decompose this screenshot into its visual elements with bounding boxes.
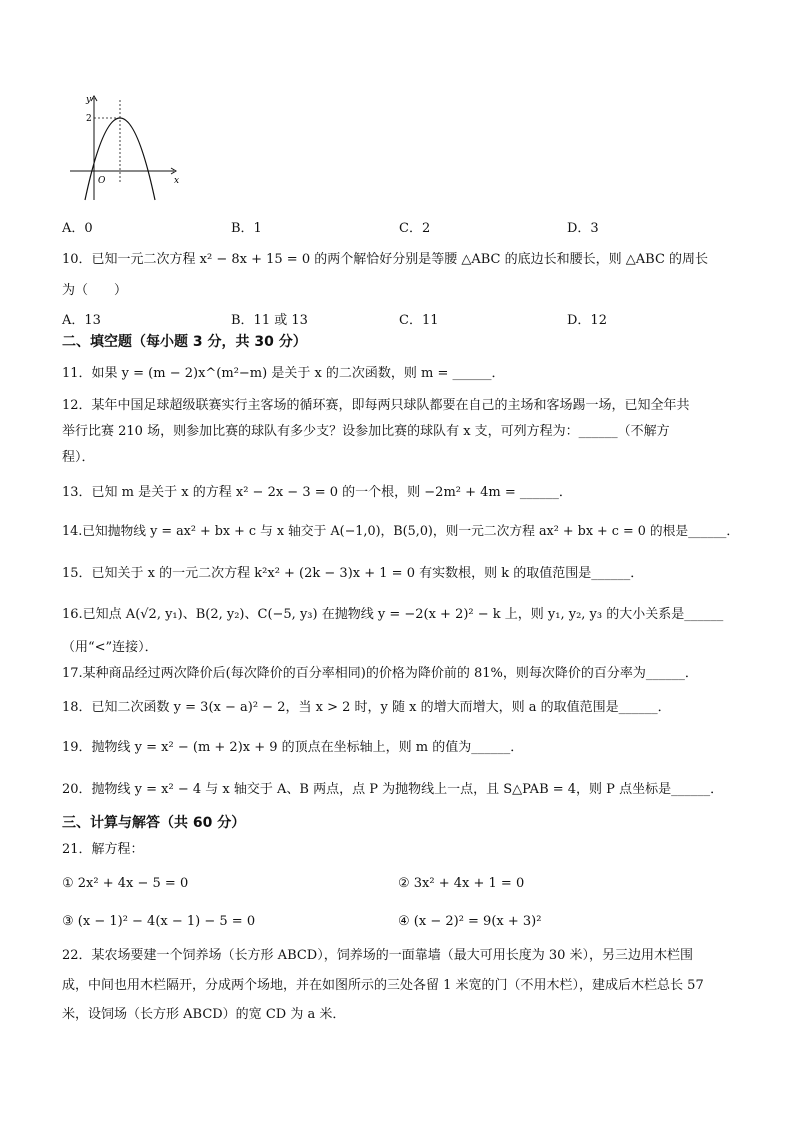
q21-equation-4: ④ (x − 2)² = 9(x + 3)² xyxy=(398,914,542,929)
parabola-figure xyxy=(62,88,192,203)
q14: 14.已知抛物线 y = ax² + bx + c 与 x 轴交于 A(−1,0)，B(5,0)，则一元二次方程 ax² + bx + c = 0 的根是______． xyxy=(62,524,740,539)
q18: 18．已知二次函数 y = 3(x − a)² − 2，当 x > 2 时，y 随 x 的增大而增大，则 a 的取值范围是______． xyxy=(62,700,671,715)
q15: 15．已知关于 x 的一元二次方程 k²x² + (2k − 3)x + 1 = 0 有实数根，则 k 的取值范围是______． xyxy=(62,566,644,581)
q10-option-a: A．13 xyxy=(62,313,101,328)
q12-line2: 举行比赛 210 场，则参加比赛的球队有多少支？设参加比赛的球队有 x 支，可列方程为：______（不解方 xyxy=(62,424,670,439)
q12-line1: 12．某年中国足球超级联赛实行主客场的循环赛，即每两只球队都要在自己的主场和客场踢一场，已知全年共 xyxy=(62,398,690,413)
parabola-graph xyxy=(62,88,192,203)
q21-equation-2: ② 3x² + 4x + 1 = 0 xyxy=(398,876,525,891)
q21-equation-1: ① 2x² + 4x − 5 = 0 xyxy=(62,876,189,891)
q16-line2: （用“<”连接）． xyxy=(62,640,158,655)
q9-option-a: A．0 xyxy=(62,221,93,236)
q9-option-b: B．1 xyxy=(231,221,262,236)
q10-line1: 10．已知一元二次方程 x² − 8x + 15 = 0 的两个解恰好分别是等腰 △ABC 的底边长和腰长，则 △ABC 的周长 xyxy=(62,252,709,267)
y-axis-label: y xyxy=(86,95,92,105)
q12-line3: 程）． xyxy=(62,450,95,465)
origin-label: O xyxy=(98,176,106,186)
vertex-y-label: 2 xyxy=(86,114,92,124)
q13: 13．已知 m 是关于 x 的方程 x² − 2x − 3 = 0 的一个根，则 −2m² + 4m = ______． xyxy=(62,485,572,500)
q21-equation-3: ③ (x − 1)² − 4(x − 1) − 5 = 0 xyxy=(62,914,256,929)
q21-title: 21．解方程： xyxy=(62,842,144,857)
q19: 19．抛物线 y = x² − (m + 2)x + 9 的顶点在坐标轴上，则 m 的值为______． xyxy=(62,740,524,755)
parabola-curve xyxy=(85,118,155,200)
q9-option-d: D．3 xyxy=(567,221,599,236)
q22-line3: 米，设饲场（长方形 ABCD）的宽 CD 为 a 米． xyxy=(62,1007,346,1022)
q9-option-c: C．2 xyxy=(399,221,431,236)
section2-title: 二、填空题（每小题 3 分，共 30 分） xyxy=(62,334,307,350)
q22-line2: 成，中间也用木栏隔开，分成两个场地，并在如图所示的三处各留 1 米宽的门（不用木栏），建成后木栏总长 57 xyxy=(62,978,704,993)
section3-title: 三、计算与解答（共 60 分） xyxy=(62,815,246,831)
q17: 17.某种商品经过两次降价后(每次降价的百分率相同)的价格为降价前的 81%，则每次降价的百分率为______． xyxy=(62,666,698,681)
q10-option-d: D．12 xyxy=(567,313,607,328)
x-axis-label: x xyxy=(174,176,180,186)
q10-option-b: B．11 或 13 xyxy=(231,313,308,328)
q20: 20．抛物线 y = x² − 4 与 x 轴交于 A、B 两点，点 P 为抛物线上一点，且 S△PAB = 4，则 P 点坐标是______． xyxy=(62,782,724,797)
q10-option-c: C．11 xyxy=(399,313,439,328)
q16-line1: 16.已知点 A(√2, y₁)、B(2, y₂)、C(−5, y₃) 在抛物线 y = −2(x + 2)² − k 上，则 y₁, y₂, y₃ 的大小关系是______ xyxy=(62,607,724,622)
q10-line2: 为（ ） xyxy=(62,283,128,298)
q11: 11．如果 y = (m − 2)x^(m²−m) 是关于 x 的二次函数，则 m = ______． xyxy=(62,366,505,381)
q22-line1: 22．某农场要建一个饲养场（长方形 ABCD），饲养场的一面靠墙（最大可用长度为 30 米），另三边用木栏围 xyxy=(62,948,694,963)
